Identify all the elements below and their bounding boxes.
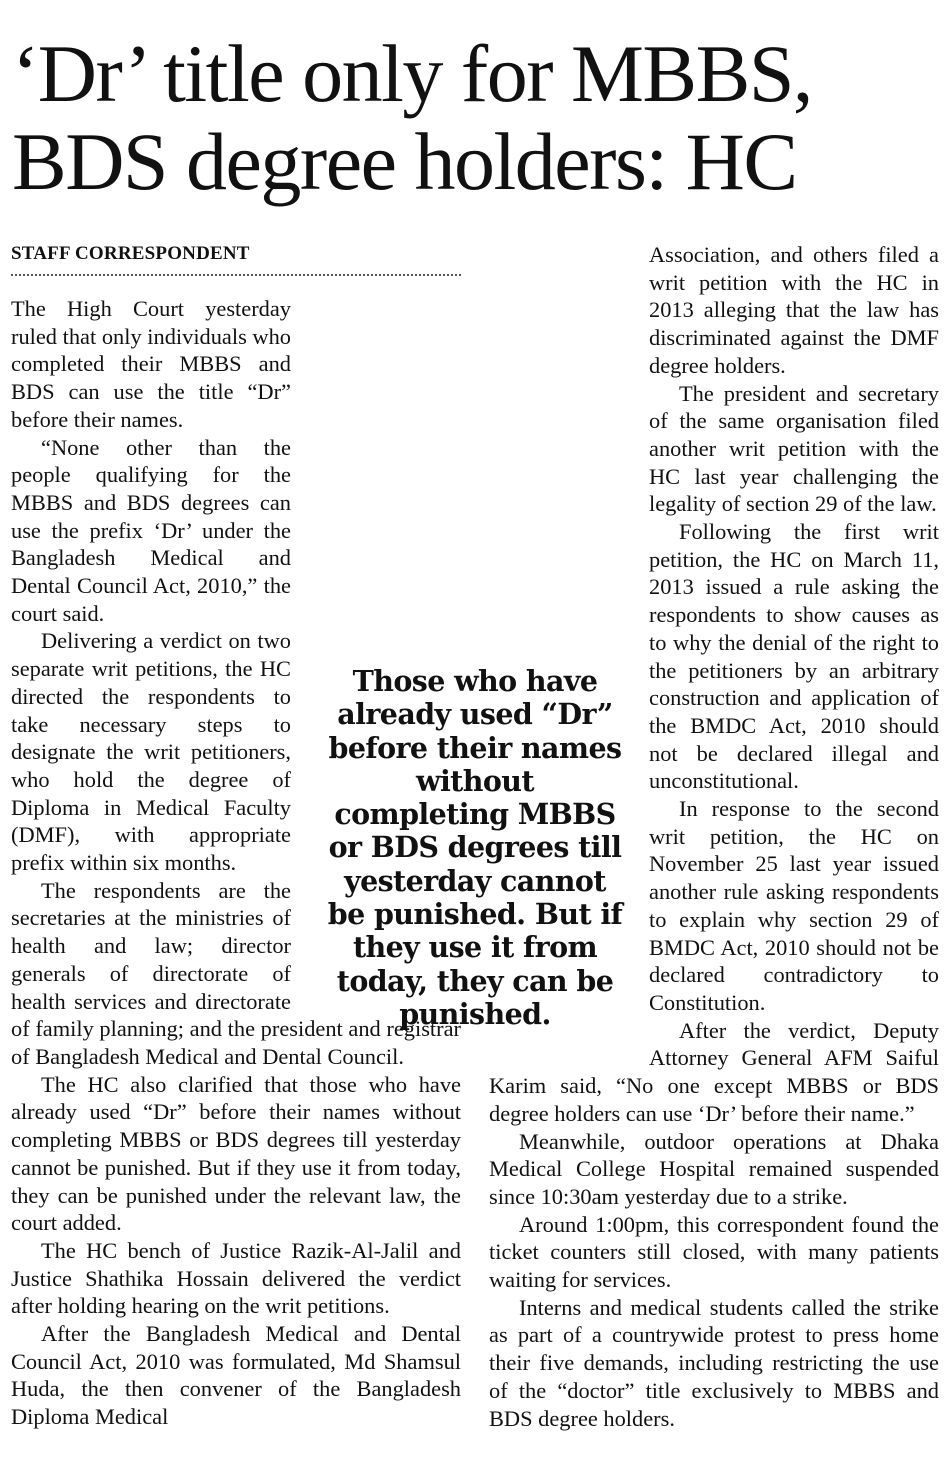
paragraph: Interns and medical students called the strike as part of a countrywide protest to press home their five demands, including restricting the use of the “doctor” title exclusively to MBBS and BDS degree holders. [489,1294,939,1431]
paragraph: “None other than the people qualifying for the MBBS and BDS degrees can use the prefix ‘Dr’ under the Bangladesh Medical and Dental Council Act, 2010,” the court said. [11,434,291,626]
paragraph: Meanwhile, outdoor operations at Dhaka Medical College Hospital remained suspended since 10:30am yesterday due to a strike. [489,1128,939,1209]
paragraph: The HC also clarified that those who have already used “Dr” before their names without completing MBBS or BDS degrees till yesterday cannot be punished. But if they use it from today, they can be punished under the relevant law, the court added. [11,1071,461,1236]
paragraph: Following the first writ petition, the HC on March 11, 2013 issued a rule asking the respondents to show causes as to why the denial of the right to the petitioners by an arbitrary construction and application of the BMDC Act, 2010 should not be declared illegal and unconstitutional. [649,519,939,794]
paragraph: Association, and others filed a writ petition with the HC in 2013 alleging that the law has discriminated against the DMF degree holders. [649,242,939,378]
headline-line-1: ‘Dr’ title only for MBBS, [12,28,812,119]
paragraph: The High Court yesterday ruled that only individuals who completed their MBBS and BDS can use the title “Dr” before their names. [11,296,291,432]
paragraph: The HC bench of Justice Razik-Al-Jalil and Justice Shathika Hossain delivered the verdict after holding hearing on the writ petitions. [11,1237,461,1319]
headline-line-2: BDS degree holders: HC [12,116,797,207]
paragraph: Delivering a verdict on two separate writ petitions, the HC directed the respondents to take necessary steps to designate the writ petitioners, who hold the degree of Diploma in Medical Faculty (DMF), with appropriate prefix within six months. [11,628,291,876]
paragraph: Around 1:00pm, this correspondent found the ticket counters still closed, with many patients waiting for services. [489,1211,939,1293]
pullquote: Those who have already used “Dr” before their names without completing MBBS or BDS degrees till yesterday cannot be punished. But if they use it from today, they can be punished. [327,664,623,1031]
byline: STAFF CORRESPONDENT [11,241,461,276]
paragraph: In response to the second writ petition, the HC on November 25 last year issued another rule asking respondents to explain why section 29 of BMDC Act, 2010 should not be declared contradictory to Constitution. [649,796,939,1015]
paragraph: After the Bangladesh Medical and Dental Council Act, 2010 was formulated, Md Shamsul Huda, the then convener of the Bangladesh Diploma Medical [11,1321,461,1430]
headline [12,30,942,206]
paragraph: After the verdict, Deputy Attorney General AFM Saiful Karim said, “No one except MBBS or BDS degree holders can use ‘Dr’ before their name.” [489,1017,939,1126]
paragraph: The respondents are the secretaries at the ministries of health and law; director generals of directorate of health services and directorate of family planning; and the president and registrar of Bangladesh Medical and Dental Council. [11,877,461,1069]
paragraph: The president and secretary of the same organisation filed another writ petition with the HC last year challenging the legality of section 29 of the law. [649,380,939,517]
